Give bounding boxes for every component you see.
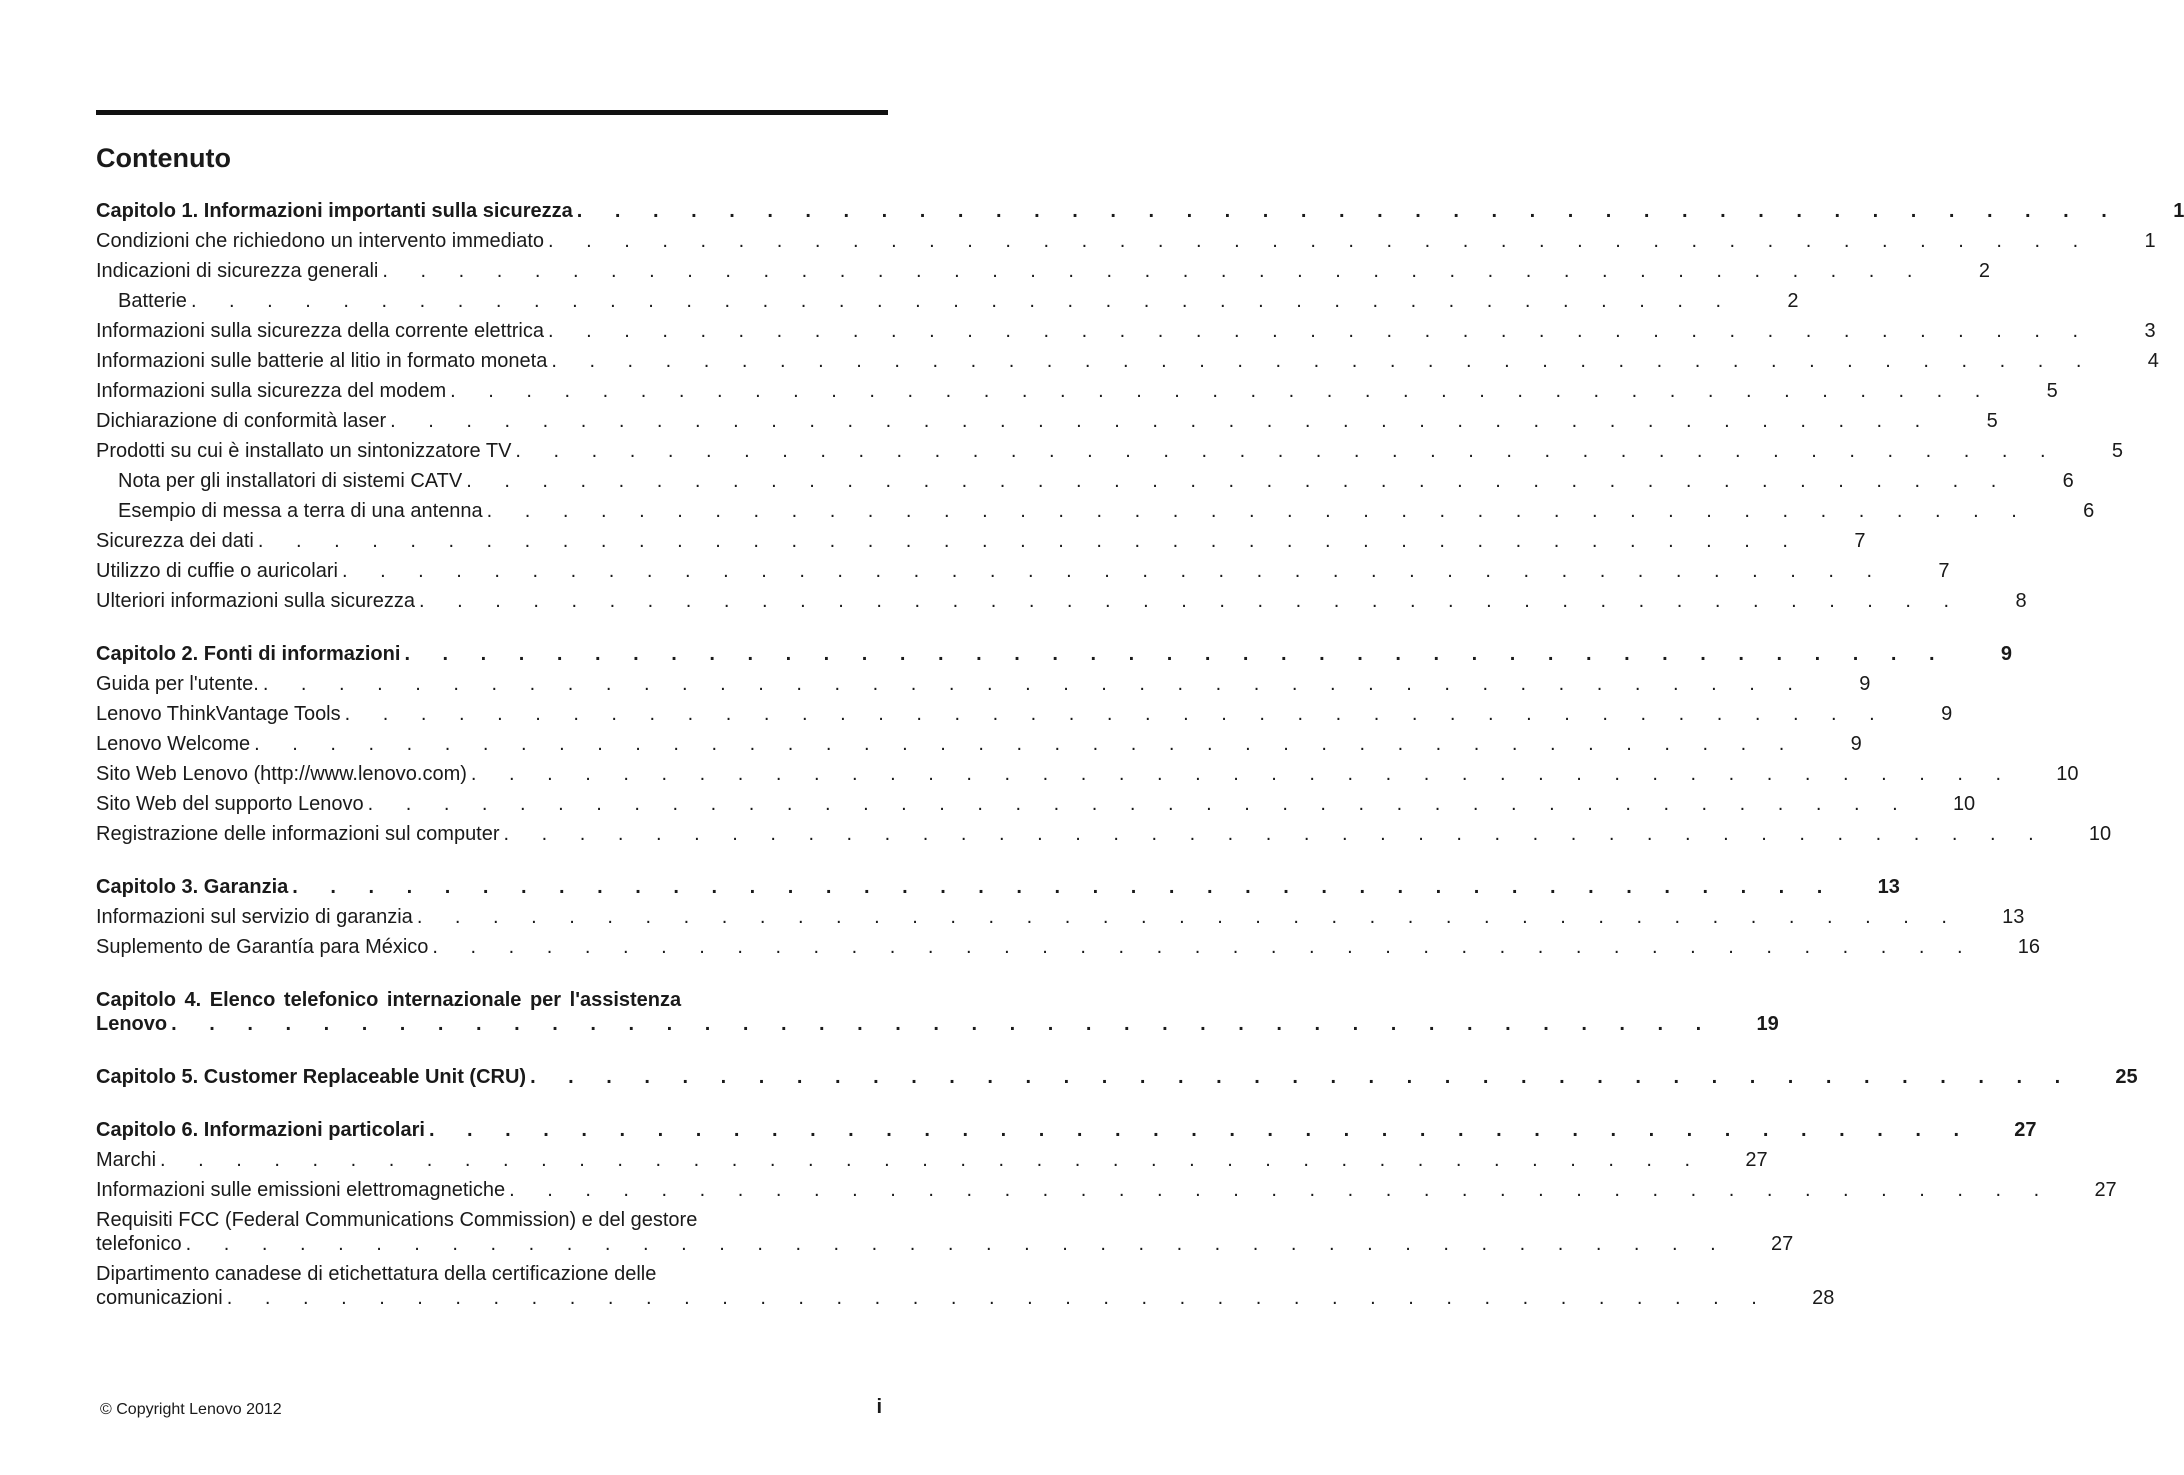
toc-entry-line: [96, 229, 2156, 253]
dot-leader: . . . . . . . . . . . . . . . . . . . . . . . . . . . . . . . . . . . . . . . . .: [503, 823, 2048, 845]
toc-entry[interactable]: [96, 1145, 1768, 1175]
toc-page-number: 28: [1812, 1287, 1835, 1309]
dot-leader: . . . . . . . . . . . . . . . . . . . . . . . . . . . . . . . . . . . . . . . . .: [450, 380, 1994, 402]
toc-page-number: 25: [2115, 1066, 2138, 1088]
toc-entry-title: Lenovo ThinkVantage Tools: [96, 703, 341, 725]
toc-section: [96, 872, 2041, 962]
toc-entry[interactable]: [96, 466, 2074, 496]
toc-page-number: 27: [2014, 1119, 2037, 1141]
toc-entry[interactable]: [96, 902, 2025, 932]
toc-page-number: 5: [2111, 440, 2124, 462]
dot-leader: . . . . . . . . . . . . . . . . . . . . . . . . . . . . . . . . . . . . . . . . .: [576, 200, 2121, 222]
toc-entry-line: [96, 1232, 1794, 1256]
page-title: Contenuto: [96, 143, 231, 173]
toc-page-number: 9: [1859, 673, 1871, 695]
toc-entry-line: [96, 1148, 1768, 1172]
toc-entry[interactable]: [96, 286, 1799, 316]
toc-entry-line: [96, 875, 1900, 899]
toc-entry-line: [96, 499, 2095, 523]
toc-entry-line: [96, 792, 1976, 816]
toc-entry-title: Condizioni che richiedono un intervento immediato: [96, 230, 545, 252]
toc-entry-title: Dipartimento canadese di etichettatura della certificazione delle: [96, 1263, 657, 1285]
toc-entry[interactable]: [96, 759, 2079, 789]
toc-page-number: 5: [1986, 410, 1998, 432]
toc-entry-title: Marchi: [96, 1149, 157, 1171]
toc-entry[interactable]: [96, 496, 2095, 526]
toc-entry-line: [96, 732, 1862, 756]
toc-entry-title: Utilizzo di cuffie o auricolari: [96, 560, 338, 582]
toc-page-number: 1: [2173, 200, 2184, 222]
toc-section: [96, 1062, 2138, 1092]
toc-entry-line: [96, 1012, 1779, 1036]
toc-page-number: 9: [2000, 643, 2013, 665]
dot-leader: . . . . . . . . . . . . . . . . . . . . . . . . . . . . . . . . . . . . . . . . .: [254, 733, 1798, 755]
toc-entry-line: [96, 349, 2159, 373]
toc-entry[interactable]: [96, 932, 2041, 962]
toc-entry-title-continued: comunicazioni: [96, 1287, 223, 1309]
dot-leader: . . . . . . . . . . . . . . . . . . . . . . . . . . . . . . . . . . . . . . . . .: [390, 410, 1934, 432]
toc-chapter-entry[interactable]: [96, 1115, 2037, 1145]
toc-entry-title-continued: Lenovo: [96, 1013, 168, 1035]
toc-chapter-entry[interactable]: [96, 1062, 2138, 1092]
toc-page-number: 27: [1770, 1233, 1794, 1255]
toc-page-number: 7: [1854, 530, 1866, 552]
footer-page-number: i: [876, 1396, 882, 1418]
toc-entry-title: Lenovo Welcome: [96, 733, 251, 755]
dot-leader: . . . . . . . . . . . . . . . . . . . . . . . . . . . . . . . . . . . . . . . . .: [548, 230, 2092, 252]
toc-entry-title: Capitolo 2. Fonti di informazioni: [96, 643, 401, 665]
toc-entry[interactable]: [96, 556, 1950, 586]
toc-entry[interactable]: [96, 1175, 2117, 1205]
dot-leader: . . . . . . . . . . . . . . . . . . . . . . . . . . . . . . . . . . . . . . . . .: [432, 936, 1977, 958]
footer-copyright: © Copyright Lenovo 2012: [100, 1401, 282, 1418]
dot-leader: . . . . . . . . . . . . . . . . . . . . . . . . . . . . . . . . . . . . . . . . .: [160, 1149, 1704, 1171]
toc-entry-title: Registrazione delle informazioni sul computer: [96, 823, 500, 845]
toc-entry-line: [96, 762, 2079, 786]
toc-entry-line: [96, 702, 1953, 726]
toc-page-number: 2: [1978, 260, 1990, 282]
toc-page-number: 19: [1756, 1013, 1779, 1035]
dot-leader: . . . . . . . . . . . . . . . . . . . . . . . . . . . . . . . . . . . . . . . . .: [185, 1233, 1730, 1255]
toc-entry[interactable]: [96, 819, 2112, 849]
toc-entry-title: Sito Web Lenovo (http://www.lenovo.com): [96, 763, 467, 785]
toc-entry-line: [96, 409, 1998, 433]
toc-entry[interactable]: [96, 586, 2027, 616]
toc-entry-title: Informazioni sulla sicurezza del modem: [96, 380, 447, 402]
toc-page-number: 8: [2015, 590, 2027, 612]
toc-entry-line: [96, 1118, 2037, 1142]
toc-entry-line: [96, 379, 2058, 403]
toc-entry-line: [96, 319, 2156, 343]
toc-page-number: 9: [1850, 733, 1862, 755]
toc-entry[interactable]: [96, 1259, 1835, 1313]
toc-entry-title: Batterie: [118, 290, 187, 312]
dot-leader: . . . . . . . . . . . . . . . . . . . . . . . . . . . . . . . . . . . . . . . . .: [344, 703, 1889, 725]
toc-entry-title: Capitolo 3. Garanzia: [96, 876, 289, 898]
toc-entry[interactable]: [96, 789, 1976, 819]
toc-page-number: 6: [2083, 500, 2095, 522]
toc-section: [96, 1115, 2117, 1313]
dot-leader: . . . . . . . . . . . . . . . . . . . . . . . . . . . . . . . . . . . . . . . . .: [257, 530, 1802, 552]
toc-entry-title: Capitolo 5. Customer Replaceable Unit (CRU): [96, 1066, 527, 1088]
toc-page-number: 5: [2046, 380, 2058, 402]
table-of-contents: [96, 196, 2184, 1336]
toc-section: [96, 196, 2184, 616]
toc-chapter-entry[interactable]: [96, 196, 2184, 226]
toc-entry[interactable]: [96, 669, 1871, 699]
toc-entry-line: [96, 672, 1871, 696]
toc-page-number: 10: [1952, 793, 1976, 815]
toc-entry-title: Informazioni sulla sicurezza della corrente elettrica: [96, 320, 544, 342]
dot-leader: . . . . . . . . . . . . . . . . . . . . . . . . . . . . . . . . . . . . . . . . .: [466, 470, 2010, 492]
toc-entry-line: [96, 559, 1950, 583]
dot-leader: . . . . . . . . . . . . . . . . . . . . . . . . . . . . . . . . . . . . . . . . .: [226, 1287, 1771, 1309]
toc-chapter-entry[interactable]: [96, 985, 1779, 1039]
dot-leader: . . . . . . . . . . . . . . . . . . . . . . . . . . . . . . . . . . . . . . . . .: [341, 560, 1886, 582]
dot-leader: . . . . . . . . . . . . . . . . . . . . . . . . . . . . . . . . . . . . . . . . .: [551, 350, 2095, 372]
dot-leader: . . . . . . . . . . . . . . . . . . . . . . . . . . . . . . . . . . . . . . . . .: [382, 260, 1926, 282]
dot-leader: . . . . . . . . . . . . . . . . . . . . . . . . . . . . . . . . . . . . . . . . .: [515, 440, 2060, 462]
toc-page-number: 10: [2056, 763, 2079, 785]
toc-entry-title: Sito Web del supporto Lenovo: [96, 793, 364, 815]
toc-page-number: 2: [1787, 290, 1799, 312]
toc-page-number: 16: [2017, 936, 2041, 958]
toc-entry-line: [96, 905, 2025, 929]
toc-entry-title: Ulteriori informazioni sulla sicurezza: [96, 590, 415, 612]
toc-entry-title: Informazioni sulle emissioni elettromagnetiche: [96, 1179, 506, 1201]
toc-entry-title: Prodotti su cui è installato un sintonizzatore TV: [96, 440, 512, 462]
toc-entry[interactable]: [96, 376, 2058, 406]
dot-leader: . . . . . . . . . . . . . . . . . . . . . . . . . . . . . . . . . . . . . . . . .: [509, 1179, 2053, 1201]
toc-page-number: 7: [1938, 560, 1950, 582]
toc-entry[interactable]: [96, 699, 1953, 729]
toc-page-number: 13: [1877, 876, 1900, 898]
toc-entry-title-continued: telefonico: [96, 1233, 182, 1255]
toc-entry[interactable]: [96, 406, 1998, 436]
dot-leader: . . . . . . . . . . . . . . . . . . . . . . . . . . . . . . . . . . . . . . . . .: [171, 1013, 1715, 1035]
toc-entry-line: [96, 1286, 1835, 1310]
toc-entry[interactable]: [96, 316, 2156, 346]
toc-entry-line: [96, 439, 2124, 463]
toc-entry[interactable]: [96, 1205, 1794, 1259]
dot-leader: . . . . . . . . . . . . . . . . . . . . . . . . . . . . . . . . . . . . . . . . .: [530, 1066, 2074, 1088]
toc-entry[interactable]: [96, 256, 1990, 286]
toc-entry-line: [96, 199, 2184, 223]
toc-page-number: 13: [2002, 906, 2025, 928]
toc-entry-line: [96, 469, 2074, 493]
dot-leader: . . . . . . . . . . . . . . . . . . . . . . . . . . . . . . . . . . . . . . . . .: [404, 643, 1949, 665]
toc-entry-line: [96, 589, 2027, 613]
toc-chapter-entry[interactable]: [96, 639, 2013, 669]
toc-entry-line: [96, 529, 1866, 553]
toc-page-number: 9: [1941, 703, 1953, 725]
toc-page-number: 1: [2144, 230, 2156, 252]
toc-entry-line: [96, 642, 2013, 666]
toc-page-number: 27: [2094, 1179, 2117, 1201]
toc-entry-title: Capitolo 6. Informazioni particolari: [96, 1119, 425, 1141]
toc-chapter-entry[interactable]: [96, 872, 1900, 902]
dot-leader: . . . . . . . . . . . . . . . . . . . . . . . . . . . . . . . . . . . . . . . . .: [428, 1119, 1973, 1141]
dot-leader: . . . . . . . . . . . . . . . . . . . . . . . . . . . . . . . . . . . . . . . . .: [262, 673, 1807, 695]
toc-page-number: 10: [2088, 823, 2112, 845]
toc-page-number: 4: [2147, 350, 2159, 372]
dot-leader: . . . . . . . . . . . . . . . . . . . . . . . . . . . . . . . . . . . . . . . . .: [547, 320, 2092, 342]
toc-entry-line: [96, 822, 2112, 846]
toc-entry[interactable]: [96, 346, 2159, 376]
dot-leader: . . . . . . . . . . . . . . . . . . . . . . . . . . . . . . . . . . . . . . . . .: [486, 500, 2031, 522]
toc-section: [96, 639, 2112, 849]
toc-entry-title: Suplemento de Garantía para México: [96, 936, 429, 958]
toc-entry-title: Esempio di messa a terra di una antenna: [118, 500, 483, 522]
dot-leader: . . . . . . . . . . . . . . . . . . . . . . . . . . . . . . . . . . . . . . . . .: [367, 793, 1912, 815]
dot-leader: . . . . . . . . . . . . . . . . . . . . . . . . . . . . . . . . . . . . . . . . .: [292, 876, 1836, 898]
toc-entry-title: Nota per gli installatori di sistemi CATV: [118, 470, 463, 492]
dot-leader: . . . . . . . . . . . . . . . . . . . . . . . . . . . . . . . . . . . . . . . . .: [419, 590, 1963, 612]
toc-entry-title: Informazioni sulle batterie al litio in formato moneta: [96, 350, 548, 372]
dot-leader: . . . . . . . . . . . . . . . . . . . . . . . . . . . . . . . . . . . . . . . . .: [190, 290, 1735, 312]
toc-entry-title: Capitolo 1. Informazioni importanti sulla sicurezza: [96, 200, 573, 222]
toc-entry-line: [96, 1178, 2117, 1202]
toc-entry-line: [96, 259, 1990, 283]
top-rule: [96, 110, 888, 115]
toc-entry-title: Sicurezza dei dati: [96, 530, 254, 552]
toc-entry-line: [96, 1065, 2138, 1089]
toc-entry-title: Requisiti FCC (Federal Communications Commission) e del gestore: [96, 1209, 698, 1231]
dot-leader: . . . . . . . . . . . . . . . . . . . . . . . . . . . . . . . . . . . . . . . . .: [470, 763, 2015, 785]
toc-page-number: 3: [2144, 320, 2156, 342]
toc-entry-title: Indicazioni di sicurezza generali: [96, 260, 379, 282]
toc-entry-line: [96, 289, 1799, 313]
toc-entry[interactable]: [96, 526, 1866, 556]
toc-entry-title: Informazioni sul servizio di garanzia: [96, 906, 413, 928]
dot-leader: . . . . . . . . . . . . . . . . . . . . . . . . . . . . . . . . . . . . . . . . .: [416, 906, 1961, 928]
toc-entry[interactable]: [96, 436, 2124, 466]
toc-entry-line: [96, 935, 2041, 959]
toc-entry[interactable]: [96, 226, 2156, 256]
toc-page-number: 27: [1745, 1149, 1768, 1171]
toc-entry-title: Guida per l'utente.: [96, 673, 259, 695]
toc-entry-title: Capitolo 4. Elenco telefonico internazionale per l'assistenza: [96, 989, 682, 1011]
toc-entry-title: Dichiarazione di conformità laser: [96, 410, 387, 432]
toc-page-number: 6: [2062, 470, 2074, 492]
toc-entry[interactable]: [96, 729, 1862, 759]
toc-section: [96, 985, 1779, 1039]
